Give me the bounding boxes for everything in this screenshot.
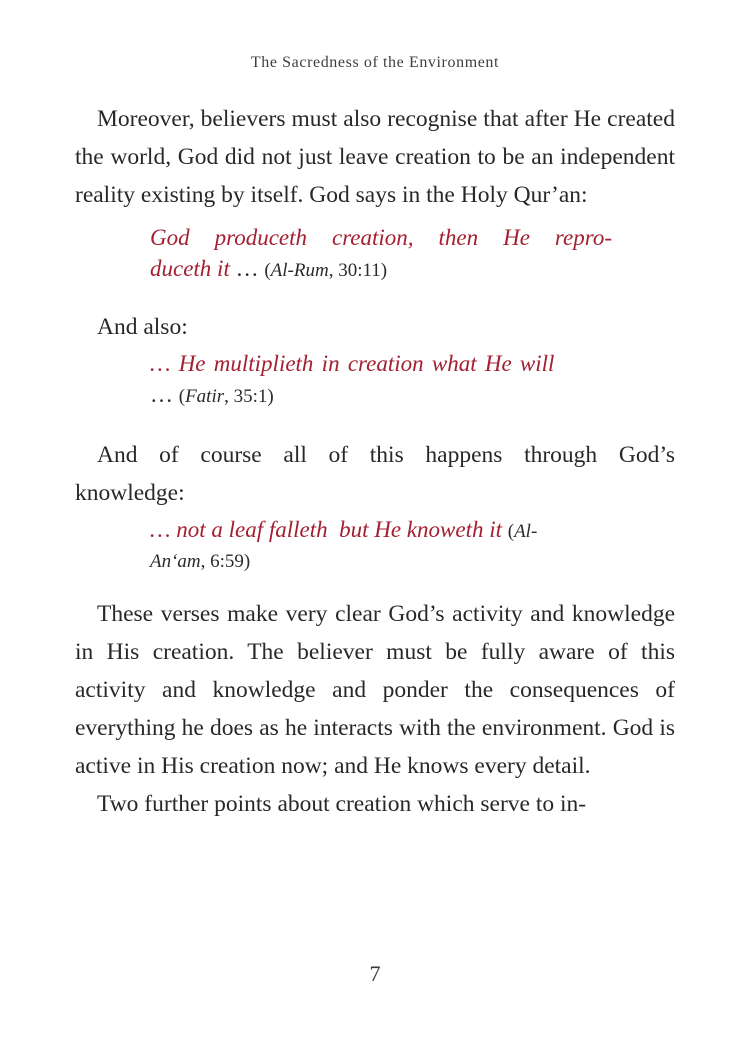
citation-verse: , 6:59) [200,551,251,572]
quote-text-red: God produceth creation, then He repro- [150,225,612,250]
citation-paren: ( [507,521,515,542]
page-number: 7 [369,961,381,986]
citation-verse: , 30:11) [328,260,388,281]
quote-line [150,253,612,286]
quran-quote-fatir [150,348,612,412]
quran-quote-al-anam [150,514,612,575]
running-header-title: The Sacredness of the Environment [250,54,500,71]
quote-line [150,348,612,379]
citation-paren: ( [264,260,271,281]
quote-text-red: … He multiplieth in creation what He will [150,351,555,376]
citation [150,551,250,572]
paragraph-these-verses: These verses make very clear God’s activity and knowledge in His creation. The believer must be fully aware of this activity and knowledge and ponder the consequences of everything he does as he interacts with the environment. God is active in His creation now; and He knows every detail. [75,601,675,779]
page-body [75,100,675,823]
citation-paren: ( [178,386,186,407]
paragraph-and-also: And also: [97,314,188,340]
running-header [0,54,750,72]
citation-verse: , 35:1) [224,386,274,407]
quran-quote-al-rum [150,222,612,286]
quote-text-red: duceth it [150,256,236,281]
paragraph-moreover: Moreover, believers must also recognise that after He created the world, God did not just leave creation to be an independent reality existing by itself. God says in the Holy Qur’an: [75,106,675,208]
paragraph-line: And of course all of this happens through God’s [97,442,675,468]
citation-surah: Fatir [185,386,225,407]
quote-line [150,547,612,575]
citation-surah: Al-Rum [270,260,329,281]
quote-line [150,379,612,412]
paragraph-of-course [75,436,675,512]
citation [508,521,538,542]
ellipsis: … [150,382,179,407]
quote-line [150,222,612,253]
citation [179,386,274,407]
citation [264,260,387,281]
quote-line [150,514,612,547]
paragraph-line: knowledge: [75,480,185,506]
quote-text-red: … not a leaf falleth but He knoweth it [150,517,508,542]
ellipsis: … [235,256,265,281]
paragraph-two-further: Two further points about creation which serve to in- [97,791,587,817]
citation-surah: Al- [514,521,538,542]
citation-surah: An‘am [150,551,201,572]
